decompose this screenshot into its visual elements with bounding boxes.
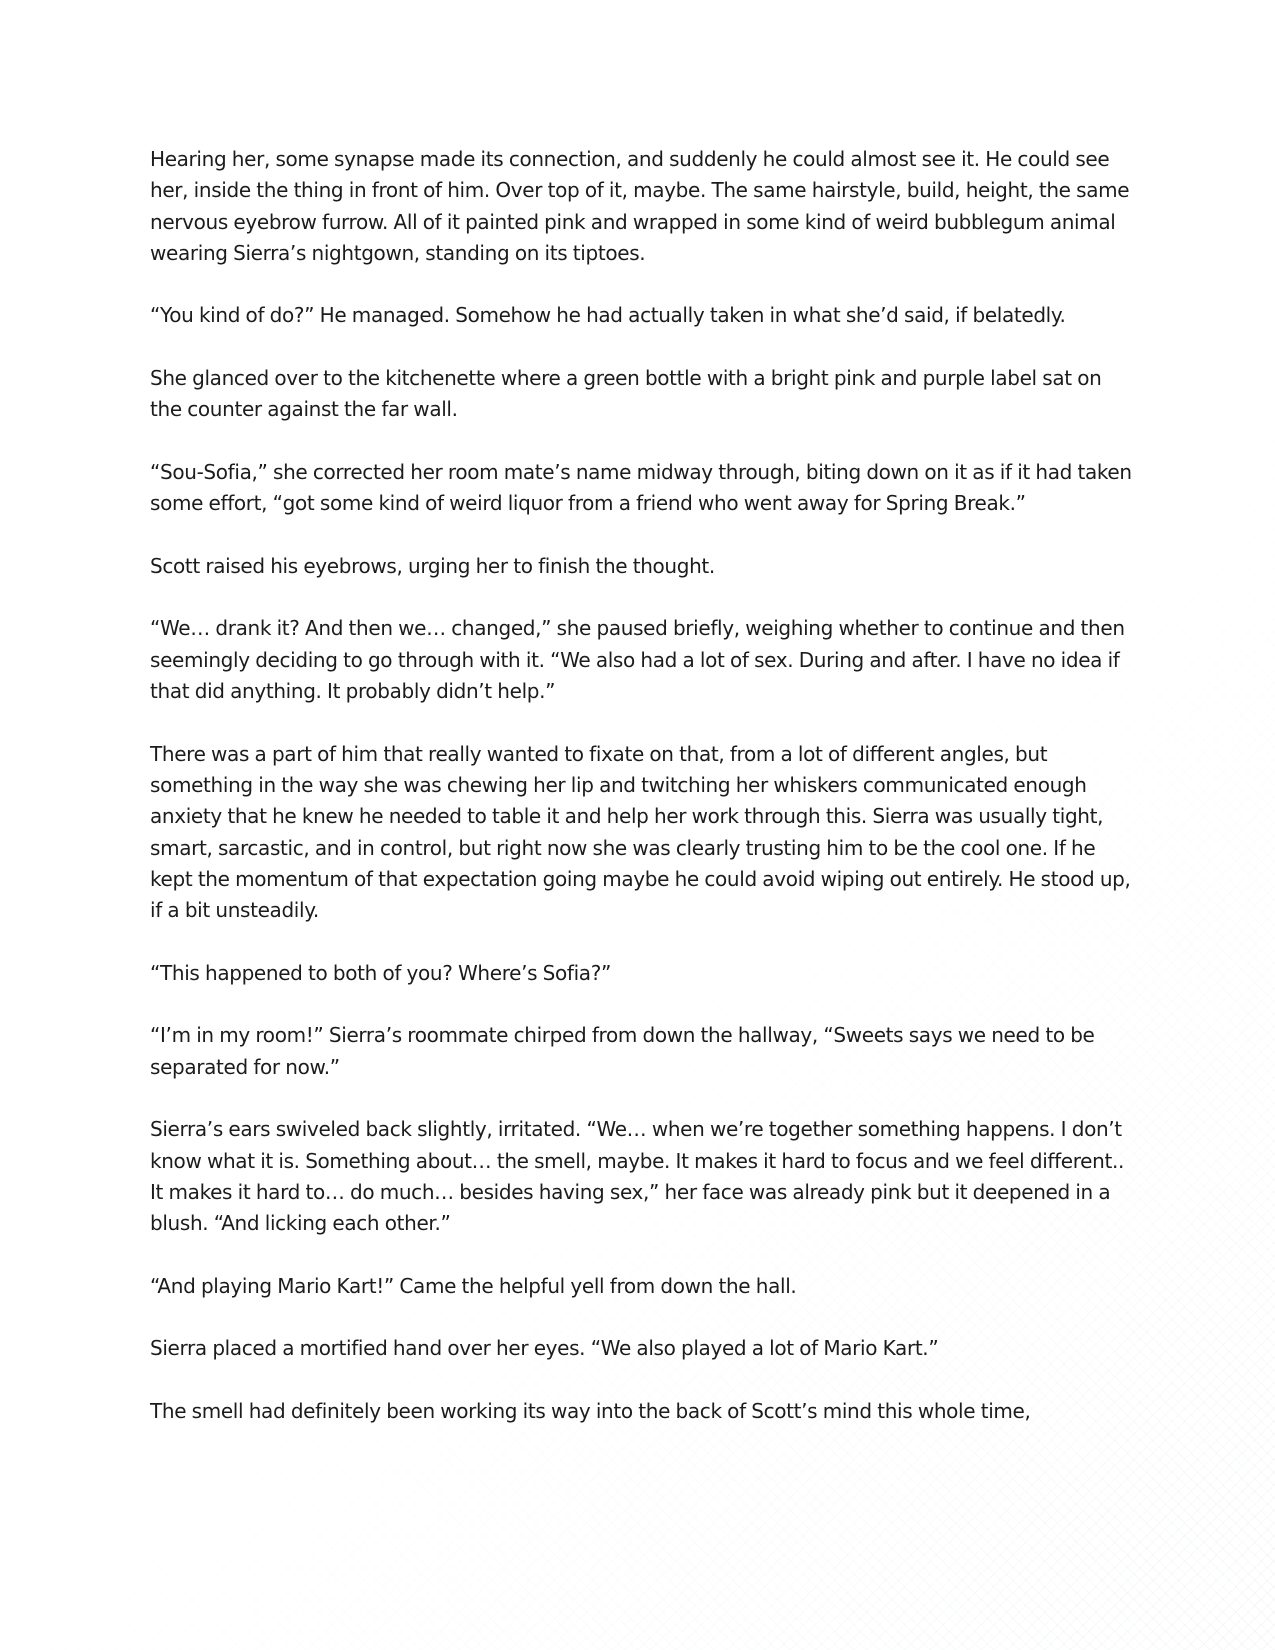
paragraph: Hearing her, some synapse made its connection, and suddenly he could almost see it. He could see her, inside the thing in front of him. Over top of it, maybe. The same hairstyle, build, height, the same nervous eyebrow furrow. All of it painted pink and wrapped in some kind of weird bubblegum animal wearing Sierra’s nightgown, standing on its tiptoes. xyxy=(150,147,1130,265)
paragraph: “We… drank it? And then we… changed,” she paused briefly, weighing whether to continue and then seemingly deciding to go through with it. “We also had a lot of sex. During and after. I have no idea if that did anything. It probably didn’t help.” xyxy=(150,616,1125,704)
paragraph: She glanced over to the kitchenette where a green bottle with a bright pink and purple label sat on the counter against the far wall. xyxy=(150,366,1102,422)
paragraph: “Sou-Sofia,” she corrected her room mate’s name midway through, biting down on it as if it had taken some effort, “got some kind of weird liquor from a friend who went away for Spring Break.” xyxy=(150,459,1132,516)
paragraph: “And playing Mario Kart!” Came the helpful yell from down the hall. xyxy=(150,1273,797,1298)
paragraph: “I’m in my room!” Sierra’s roommate chirped from down the hallway, “Sweets says we need to be separated for now.” xyxy=(150,1023,1095,1079)
paragraph: “You kind of do?” He managed. Somehow he had actually taken in what she’d said, if belatedly. xyxy=(150,303,1066,328)
paragraph: There was a part of him that really wanted to fixate on that, from a lot of different angles, but something in the way she was chewing her lip and twitching her whiskers communicated enough anxiety that he knew he needed to table it and help her work through this. Sierra was usually tight, smart, sarcastic, and in control, but right now she was clearly trusting him to be the cool one. If he kept the momentum of that expectation going maybe he could avoid wiping out entirely. He stood up, if a bit unsteadily. xyxy=(150,741,1131,923)
paragraph: Scott raised his eyebrows, urging her to finish the thought. xyxy=(150,553,715,578)
paragraph: The smell had definitely been working its way into the back of Scott’s mind this whole time, xyxy=(150,1398,1031,1423)
paragraph: “This happened to both of you? Where’s Sofia?” xyxy=(150,960,611,985)
paragraph: Sierra placed a mortified hand over her eyes. “We also played a lot of Mario Kart.” xyxy=(150,1336,939,1361)
paragraph: Sierra’s ears swiveled back slightly, irritated. “We… when we’re together something happens. I don’t know what it is. Something about… the smell, maybe. It makes it hard to focus and we feel different.. It makes it hard to… do much… besides having sex,” her face was already pink but it deepened in a blush. “And licking each other.” xyxy=(150,1117,1124,1236)
document-body xyxy=(150,144,1135,1427)
